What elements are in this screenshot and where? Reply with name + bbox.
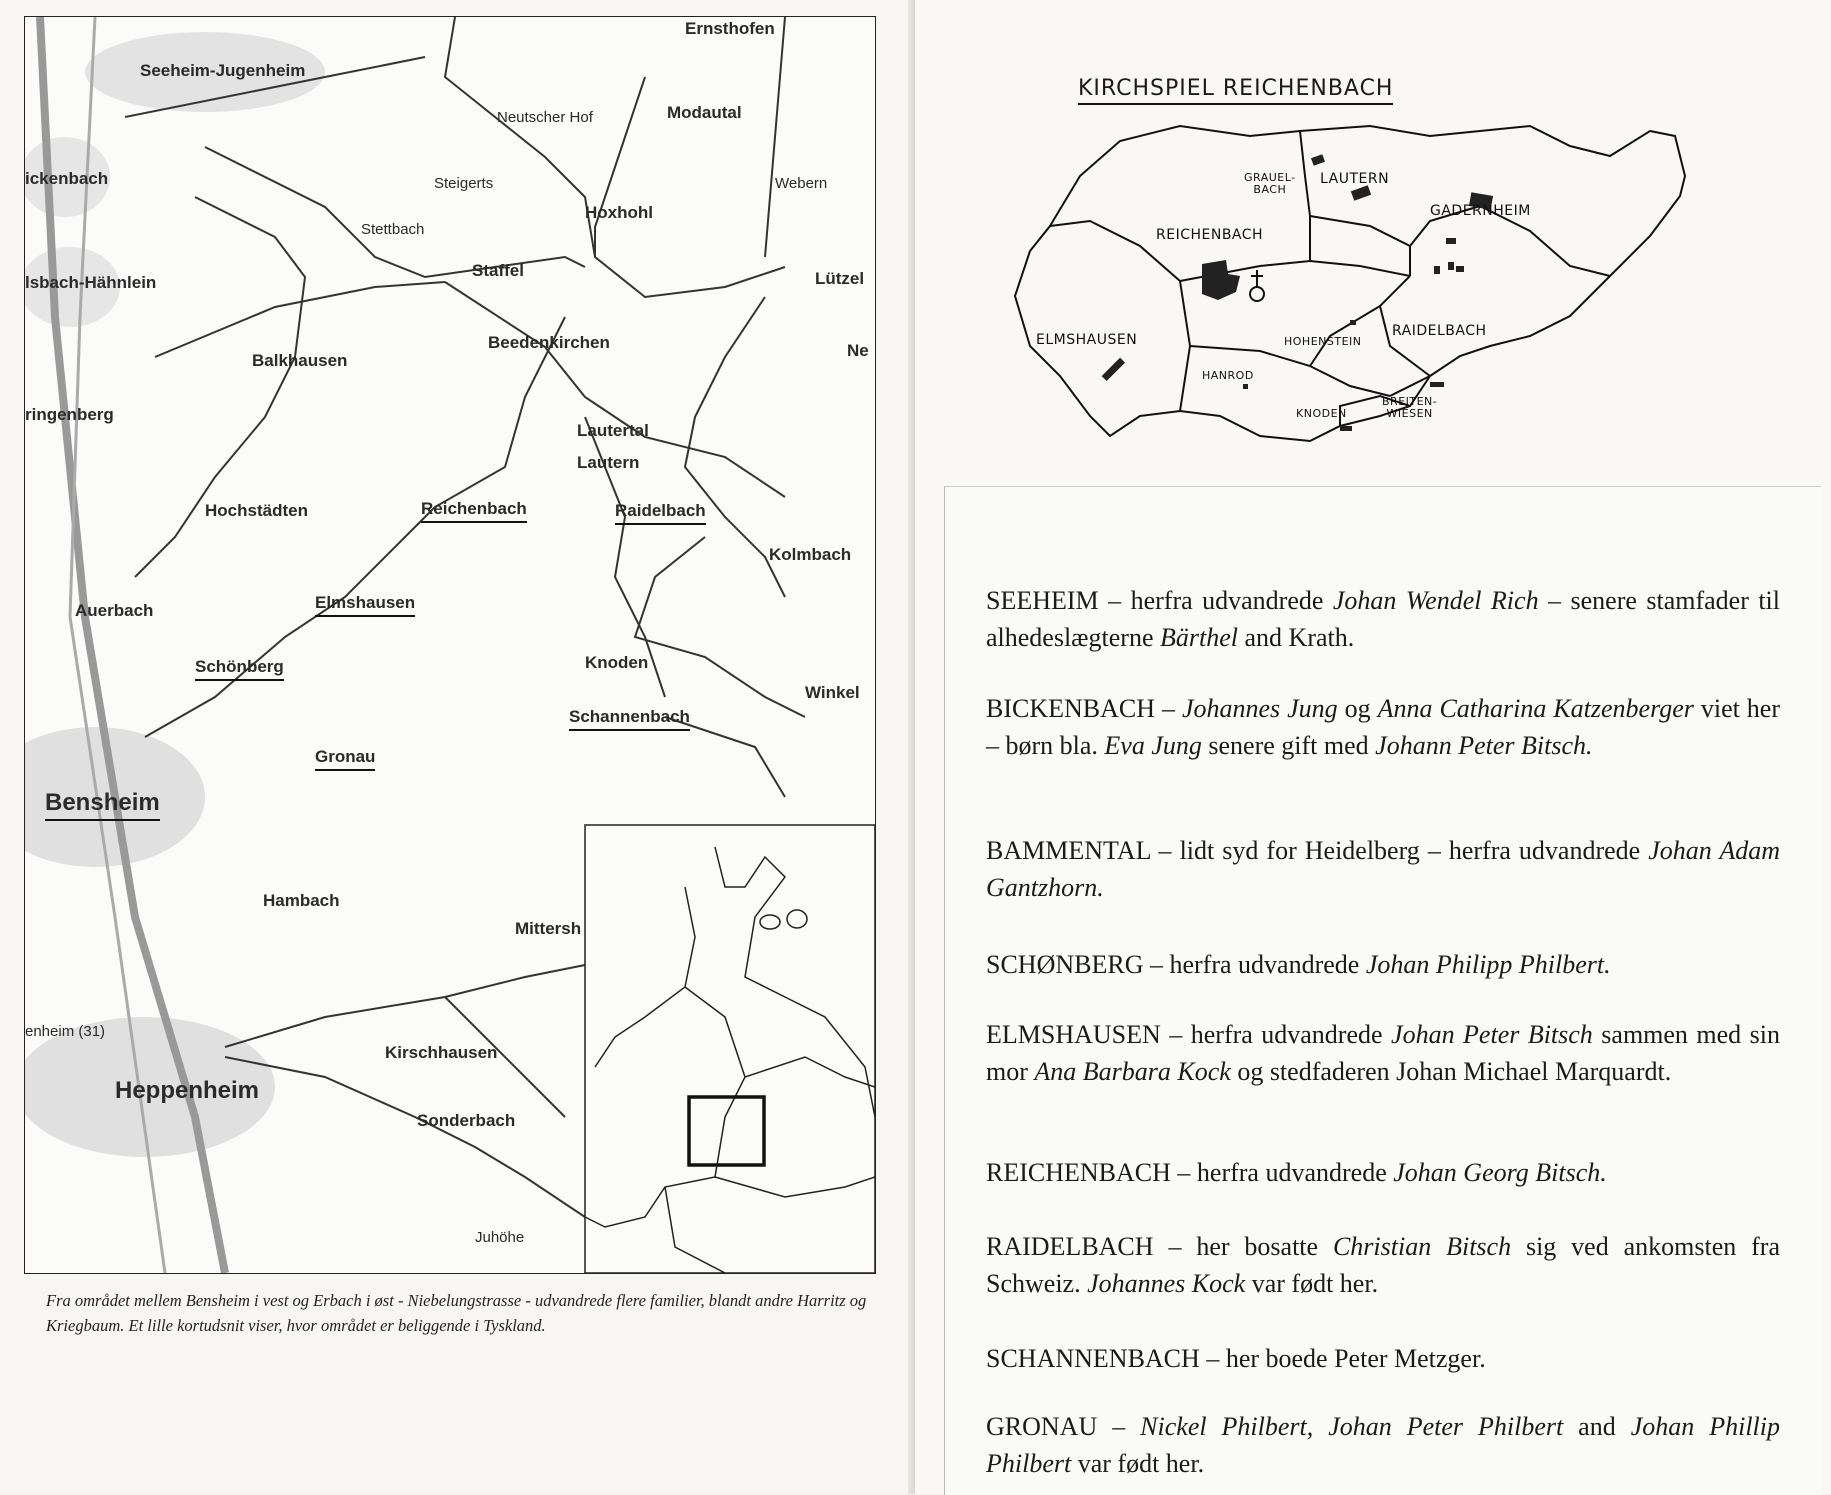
entry-text: – herfra udvandrede [1160,1020,1392,1049]
entry-schannenbach [986,1340,1780,1377]
entry-text: viet her – børn bla. [986,694,1781,760]
town-schonberg: Schönberg [195,657,284,681]
town-seeheim: Seeheim-Jugenheim [140,61,306,80]
entry-person-name: Anna Catharina Katzenberger [1377,694,1694,723]
area-map [24,16,876,1274]
entry-text: – herfra udvandrede [1098,586,1333,615]
town-auerbach: Auerbach [75,601,154,620]
church-symbol [1250,270,1264,301]
left-page [0,0,915,1494]
entry-person-name: Johan Georg Bitsch. [1393,1158,1607,1187]
town-mittersh: Mittersh [515,919,582,938]
entry-text: and [1563,1412,1631,1441]
town-hochstadten: Hochstädten [205,501,308,520]
entry-place-name: BICKENBACH [986,694,1156,723]
entry-person-name: Johan Philipp Philbert. [1365,950,1611,979]
town-kirschhausen: Kirschhausen [385,1043,498,1062]
town-lutzel: Lützel [815,269,865,288]
label-knoden: KNODEN [1296,407,1347,420]
entry-text: – senere stamfader til alhedeslægterne [986,586,1781,652]
town-knoden: Knoden [585,653,649,672]
town-beedenkirchen: Beedenkirchen [488,333,610,352]
entry-person-name: Johann Peter Bitsch. [1375,731,1593,760]
entry-text: – herfra udvandrede [1143,950,1366,979]
town-gronau: Gronau [315,747,375,771]
entry-elmshausen [986,1016,1780,1090]
entry-text: var født her. [1245,1269,1379,1298]
entry-schønberg [986,946,1780,983]
entry-text: og stedfaderen Johan Michael Marquardt. [1230,1057,1672,1086]
entry-text: – [1097,1412,1141,1441]
label-breitenwiesen: BREITEN- WIESEN [1382,395,1438,420]
entry-person-name: Johannes Kock [1087,1269,1246,1298]
town-lautertal: Lautertal [577,421,649,440]
entry-raidelbach [986,1228,1780,1302]
label-grauelbach: GRAUEL- BACH [1244,171,1296,196]
entry-text: – herfra udvandrede [1170,1158,1394,1187]
entry-reichenbach [986,1154,1780,1191]
kirchspiel-title: KIRCHSPIEL REICHENBACH [1078,76,1393,105]
entry-place-name: RAIDELBACH [986,1232,1154,1261]
entry-place-name: BAMMENTAL [986,836,1151,865]
town-balkhausen: Balkhausen [252,351,348,370]
entry-place-name: GRONAU [986,1412,1098,1441]
town-sonderbach: Sonderbach [417,1111,516,1130]
label-hohenstein: HOHENSTEIN [1284,335,1362,348]
town-heppenheim-31: enheim (31) [25,1023,106,1040]
town-winkel: Winkel [805,683,860,702]
town-alsbach: lsbach-Hähnlein [25,273,157,292]
town-kolmbach: Kolmbach [769,545,852,564]
inset-map [585,825,875,1273]
entry-place-name: REICHENBACH [986,1158,1171,1187]
entry-text: sammen med sin mor [986,1020,1780,1086]
town-hambach: Hambach [263,891,340,910]
entry-place-name: SCHANNENBACH [986,1344,1200,1373]
town-lautern: Lautern [577,453,640,472]
entry-text: – [1155,694,1182,723]
entry-person-name: Johan Adam Gantzhorn. [986,836,1780,902]
town-neutscher-hof: Neutscher Hof [497,109,593,126]
entry-gronau [986,1408,1780,1482]
town-hoxhohl: Hoxhohl [585,203,653,222]
entry-person-name: Johannes Jung [1181,694,1338,723]
map-caption: Fra området mellem Bensheim i vest og Erbach i øst - Niebelungstrasse - udvandrede flere familier, blandt andre Harritz og Kriegbaum. Et lille kortudsnit viser, hvor området er beliggende i Tyskland. [46,1291,867,1335]
entry-text: senere gift med [1201,731,1376,760]
label-raidelbach: RAIDELBACH [1392,323,1487,339]
entry-bammental [986,832,1780,906]
label-elmshausen: ELMSHAUSEN [1036,332,1138,348]
town-staffel: Staffel [472,261,524,280]
town-raidelbach: Raidelbach [615,501,706,525]
town-elmshausen: Elmshausen [315,593,415,617]
entry-person-name: Johan Phillip Philbert [986,1412,1780,1478]
entry-text: – her boede Peter Metzger. [1199,1344,1486,1373]
label-hanrod: HANROD [1202,369,1254,382]
town-heppenheim: Heppenheim [115,1077,260,1104]
town-reichenbach: Reichenbach [421,499,527,523]
entry-person-name: Johan Wendel Rich [1332,586,1539,615]
entry-place-name: SEEHEIM [986,586,1099,615]
town-steigerts: Steigerts [434,175,494,192]
town-bensheim: Bensheim [45,789,160,821]
entry-text: sig ved ankomsten fra Schweiz. [986,1232,1780,1298]
town-stettbach: Stettbach [361,221,425,238]
entry-seeheim [986,582,1780,656]
entry-person-name: Christian Bitsch [1332,1232,1512,1261]
entry-place-name: ELMSHAUSEN [986,1020,1161,1049]
town-zwingenberg: ringenberg [25,405,114,424]
town-bickenbach: ickenbach [25,169,109,188]
label-reichenbach: REICHENBACH [1156,227,1264,243]
town-juhohe: Juhöhe [475,1229,525,1246]
entry-person-name: Eva Jung [1104,731,1202,760]
entry-person-name: Johan Peter Bitsch [1391,1020,1593,1049]
town-ne: Ne [847,341,869,360]
town-ernsthofen: Ernsthofen [685,19,775,38]
label-gadernheim: GADERNHEIM [1430,203,1531,219]
entry-text: – her bosatte [1153,1232,1333,1261]
label-lautern: LAUTERN [1320,171,1390,187]
town-modautal: Modautal [667,103,742,122]
entry-text: og [1337,694,1378,723]
town-schannenbach: Schannenbach [569,707,690,731]
entry-text: var født her. [1071,1449,1205,1478]
entry-person-name: Nickel Philbert, Johan Peter Philbert [1140,1412,1564,1441]
entry-text: – lidt syd for Heidelberg – herfra udvandrede [1150,836,1649,865]
entry-place-name: SCHØNBERG [986,950,1144,979]
entry-person-name: Ana Barbara Kock [1034,1057,1231,1086]
town-webern: Webern [775,175,828,192]
entry-bickenbach [986,690,1780,764]
entry-person-name: Bärthel [1160,623,1238,652]
entry-text: and Krath. [1238,623,1355,652]
